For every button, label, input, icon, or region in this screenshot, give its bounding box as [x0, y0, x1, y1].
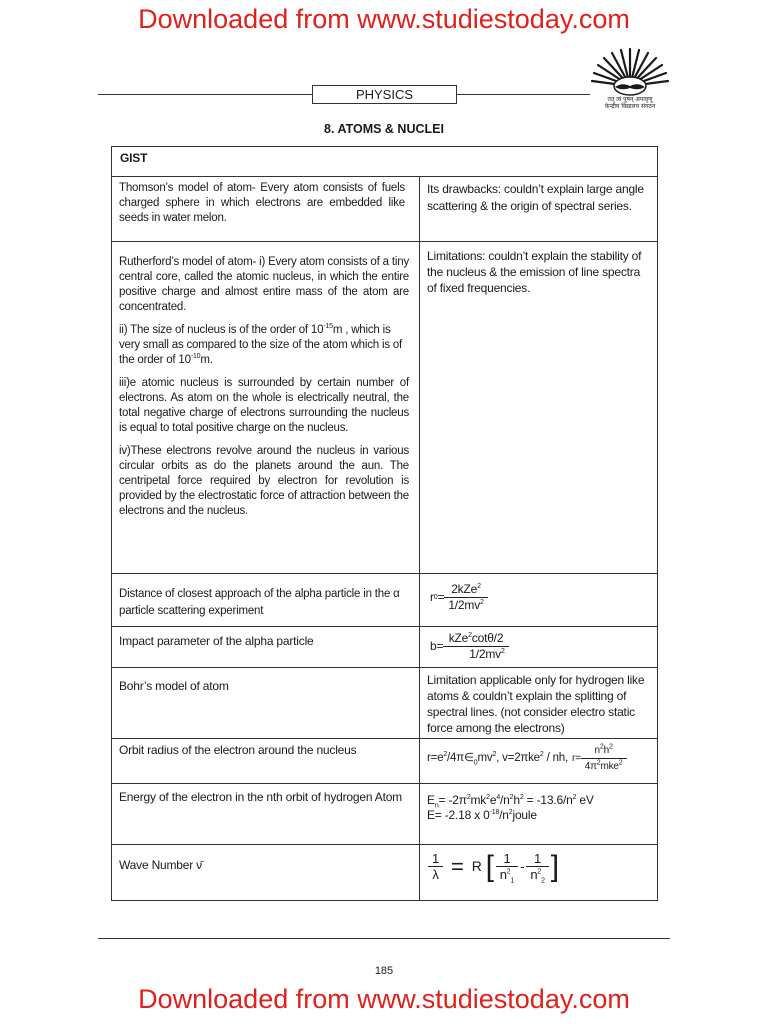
- orbit-right-cell: [419, 738, 658, 783]
- orbit-formula: $r=e^2/4\pi\in_0mv^2$, v=2πke$^2$ / nh, r= $\frac{n^2h^2}{4\pi^2mke^2}$: [427, 743, 627, 774]
- header-rule-left: [98, 94, 312, 95]
- rutherford-p3: iii)e atomic nucleus is surrounded by certain number of electrons. As atom on the whole is electrically neutral, the total negative charge of electrons surrounding the nucleus is equal to total positive charge on the nucleus.: [119, 377, 409, 434]
- header-rule-right: [456, 94, 590, 95]
- bohr-model-label: Bohr’s model of atom: [119, 679, 229, 693]
- impact-left-cell: [111, 626, 419, 667]
- impact-right-cell: [419, 626, 658, 667]
- bohr-left-cell: [111, 667, 419, 738]
- bohr-right-cell: [419, 667, 658, 738]
- gist-header-cell: [111, 146, 658, 176]
- orbit-radius-label: Orbit radius of the electron around the nucleus: [119, 743, 357, 757]
- subject-label: PHYSICS: [312, 85, 457, 104]
- logo-caption: तत् त्वं पूषन् अपावृणु केन्द्रीय विद्यालय संगठन: [604, 96, 656, 110]
- bohr-limitation: Limitation applicable only for hydrogen like atoms & couldn’t explain the splitting of spectral lines. (not consider electro static force among the electrons): [427, 673, 645, 735]
- energy-formula-ev: $E_n= -2\pi^2mk^2e^4/n^2h^2 = -13.6/n^2$ eV: [427, 793, 594, 810]
- rutherford-p4: iv)These electrons revolve around the nucleus in various circular orbits as do the planets around the aun. The centripetal force required by electron for revolution is provided by the electrostatic force of attraction between the electrons and the nucleus.: [119, 445, 409, 517]
- rutherford-p1: Rutherford’s model of atom- i) Every atom consists of a tiny central core, called the atomic nucleus, in which the entire positive charge and almost entire mass of the atom are concentrated.: [119, 256, 409, 313]
- closest-left-cell: [111, 573, 419, 626]
- footer-rule: [98, 938, 670, 939]
- closest-right-cell: [419, 573, 658, 626]
- rutherford-p2: ii) The size of nucleus is of the order of $10^{-15}m$ , which is very small as compared to the size of the atom which is of the order of $10^{-10}m$.: [119, 323, 403, 366]
- rutherford-limitations: Limitations: couldn’t explain the stability of the nucleus & the emission of line spectra of fixed frequencies.: [427, 249, 642, 295]
- download-banner-top: Downloaded from www.studiestoday.com: [138, 4, 630, 34]
- energy-left-cell: [111, 783, 419, 844]
- wave-number-label: Wave Number ν̄: [119, 858, 202, 872]
- page-number: 185: [374, 965, 394, 977]
- impact-formula: b= $\frac{kZe^2\cot\theta/2}{1/2mv^2}$: [430, 631, 509, 662]
- impact-parameter-label: Impact parameter of the alpha particle: [119, 634, 314, 648]
- rutherford-right-cell: [419, 241, 658, 573]
- thomson-text: Thomson’s model of atom- Every atom consists of fuels charged sphere in which electrons are embedded like seeds in water melon.: [119, 182, 405, 224]
- thomson-left-cell: [111, 176, 419, 241]
- closest-formula: r 0 = $\frac{2kZe^2}{1/2mv^2}$: [430, 582, 488, 613]
- rydberg-formula: $\frac{1}{\lambda}$ = R [ $\frac{1}{n^2_1}$ - $\frac{1}{n^2_2}$ ]: [428, 851, 559, 882]
- wave-left-cell: [111, 844, 419, 901]
- energy-formula-joule: E= -2.18 x $0^{-18}/n^2joule$: [427, 808, 537, 822]
- thomson-right-cell: [419, 176, 658, 241]
- gist-header: GIST: [120, 151, 148, 165]
- rutherford-left-cell: [111, 241, 419, 573]
- energy-label: Energy of the electron in the nth orbit of hydrogen Atom: [119, 790, 402, 804]
- thomson-drawbacks: Its drawbacks: couldn’t explain large angle scattering & the origin of spectral series.: [427, 182, 644, 213]
- orbit-left-cell: [111, 738, 419, 783]
- wave-right-cell: [419, 844, 658, 901]
- energy-right-cell: [419, 783, 658, 844]
- chapter-title: 8. ATOMS & NUCLEI: [324, 122, 444, 136]
- download-banner-bottom: Downloaded from www.studiestoday.com: [138, 984, 630, 1014]
- closest-approach-label: Distance of closest approach of the alpha particle in the α particle scattering experiment: [119, 588, 400, 617]
